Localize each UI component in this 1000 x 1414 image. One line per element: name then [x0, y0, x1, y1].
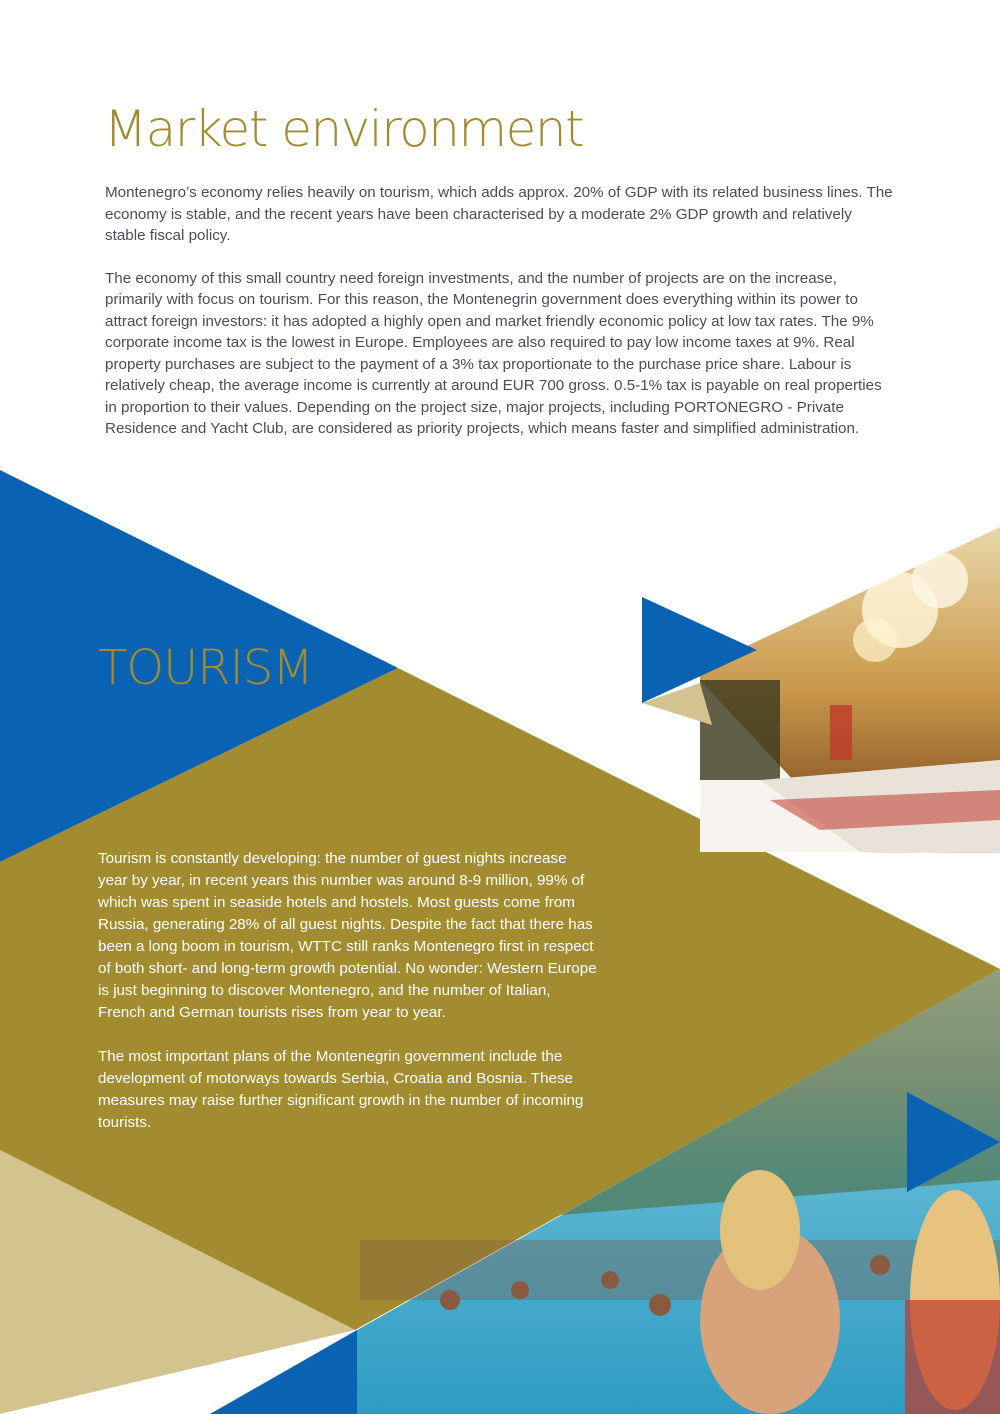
intro-paragraph: The economy of this small country need foreign investments, and the number of projects are on the increase, primarily with focus on tourism. For this reason, the Montenegrin government does everything within its power to attract foreign investors: it has adopted a highly open and market friendly economic policy at low tax rates. The 9% corporate income tax is the lowest in Europe. Employees are also required to pay low income taxes at 9%. Real property purchases are subject to the payment of a 3% tax proportionate to the purchase price share. Labour is relatively cheap, the average income is currently at around EUR 700 gross. 0.5-1% tax is payable on real properties in proportion to their values. Depending on the project size, major projects, including PORTONEGRO - Private Residence and Yacht Club, are considered as priority projects, which means faster and simplified administration.	[105, 269, 882, 437]
tourism-paragraph: The most important plans of the Montenegrin government include the development of motorways towards Serbia, Croatia and Bosnia. These measures may raise further significant growth in the number of incoming tourists.	[98, 1048, 584, 1131]
intro-text	[105, 182, 895, 461]
tourism-text	[98, 848, 598, 1156]
tourism-paragraph: Tourism is constantly developing: the number of guest nights increase year by year, in recent years this number was around 8-9 million, 99% of which was spent in seaside hotels and hostels. Most guests come from Russia, generating 28% of all guest nights. Despite the fact that there has been a long boom in tourism, WTTC still ranks Montenegro first in respect of both short- and long-term growth potential. No wonder: Western Europe is just beginning to discover Montenegro, and the number of Italian, French and German tourists rises from year to year.	[98, 850, 597, 1021]
intro-paragraph: Montenegro’s economy relies heavily on tourism, which adds approx. 20% of GDP with its related business lines. The economy is stable, and the recent years have been characterised by a moderate 2% GDP growth and relatively stable fiscal policy.	[105, 184, 893, 244]
tourism-heading: TOURISM	[98, 640, 313, 696]
page-title: Market environment	[104, 100, 584, 158]
